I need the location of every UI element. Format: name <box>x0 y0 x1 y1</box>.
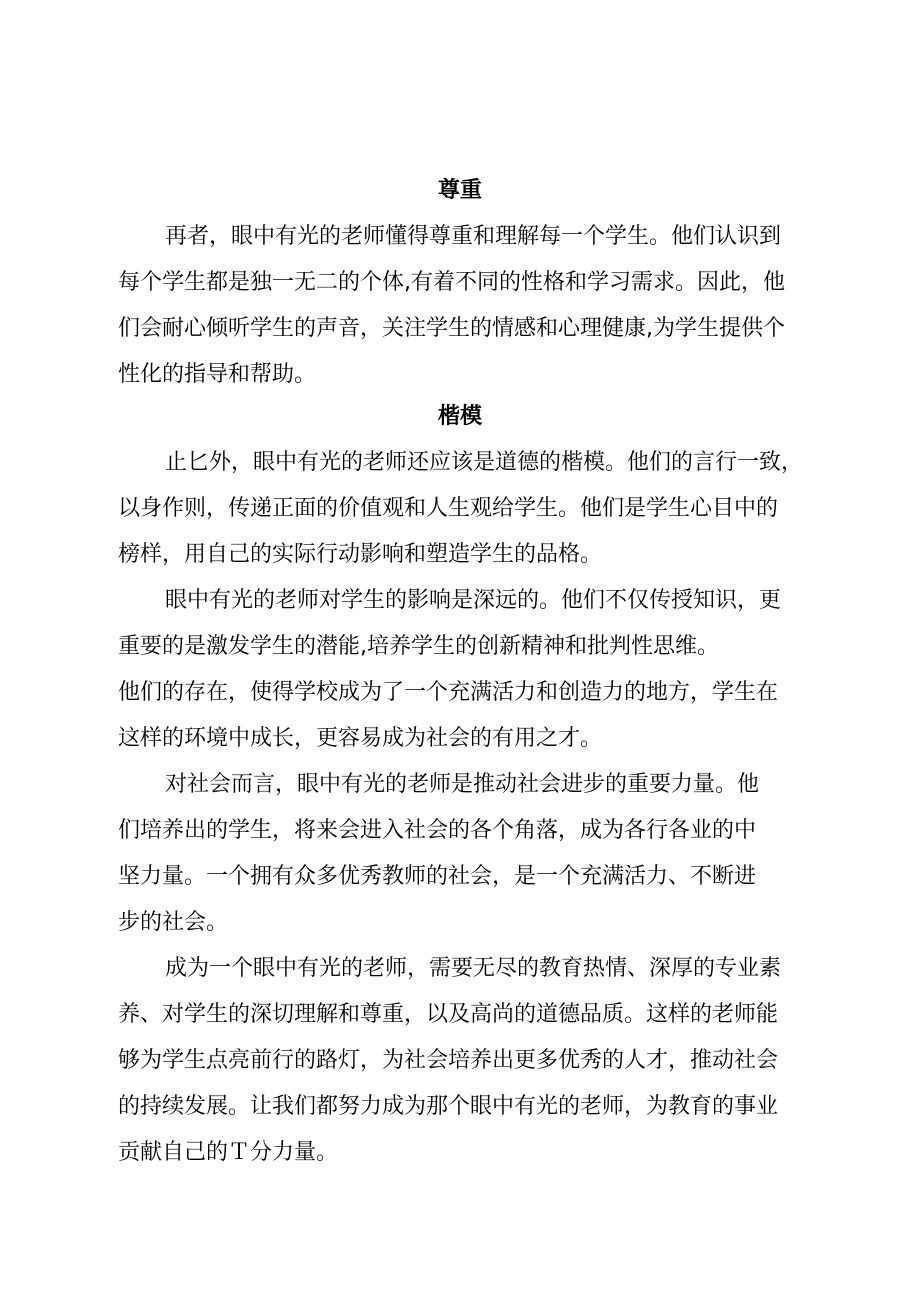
paragraph-line: 每个学生都是独一无二的个体,有着不同的性格和学习需求。因此，他 <box>118 270 785 295</box>
section-heading-respect: 尊重 <box>437 178 482 203</box>
paragraph-line: 们会耐心倾听学生的声音，关注学生的情感和心理健康,为学生提供个 <box>118 316 785 341</box>
paragraph-line: 对社会而言，眼中有光的老师是推动社会进步的重要力量。他 <box>165 772 760 797</box>
paragraph-line: 成为一个眼中有光的老师，需要无尽的教育热情、深厚的专业素 <box>165 956 782 981</box>
paragraph-line: 性化的指导和帮助。 <box>118 362 317 387</box>
paragraph-line: 以身作则，传递正面的价值观和人生观给学生。他们是学生心目中的 <box>118 496 779 521</box>
paragraph-line: 他们的存在，使得学校成为了一个充满活力和创造力的地方，学生在 <box>118 680 779 705</box>
paragraph-line: 止匕外，眼中有光的老师还应该是道德的楷模。他们的言行一致， <box>165 450 804 475</box>
paragraph-line: 这样的环境中成长，更容易成为社会的有用之才。 <box>118 726 603 751</box>
paragraph-line: 步的社会。 <box>118 910 229 935</box>
paragraph-line: 够为学生点亮前行的路灯，为社会培养出更多优秀的人才，推动社会 <box>118 1048 779 1073</box>
paragraph-line: 坚力量。一个拥有众多优秀教师的社会，是一个充满活力、不断进 <box>118 864 757 889</box>
paragraph-line: 重要的是激发学生的潜能,培养学生的创新精神和批判性思维。 <box>118 634 719 659</box>
paragraph-line: 贡献自己的Ｔ分力量。 <box>118 1140 339 1165</box>
paragraph-line: 养、对学生的深切理解和尊重，以及高尚的道德品质。这样的老师能 <box>118 1002 779 1027</box>
section-heading-role-model: 楷模 <box>437 404 482 429</box>
paragraph-line: 的持续发展。让我们都努力成为那个眼中有光的老师，为教育的事业 <box>118 1094 779 1119</box>
paragraph-line: 榜样，用自己的实际行动影响和塑造学生的品格。 <box>118 542 603 567</box>
paragraph-line: 眼中有光的老师对学生的影响是深远的。他们不仅传授知识，更 <box>165 588 782 613</box>
paragraph-line: 们培养出的学生，将来会进入社会的各个角落，成为各行各业的中 <box>118 818 757 843</box>
paragraph-line: 再者，眼中有光的老师懂得尊重和理解每一个学生。他们认识到 <box>165 224 782 249</box>
